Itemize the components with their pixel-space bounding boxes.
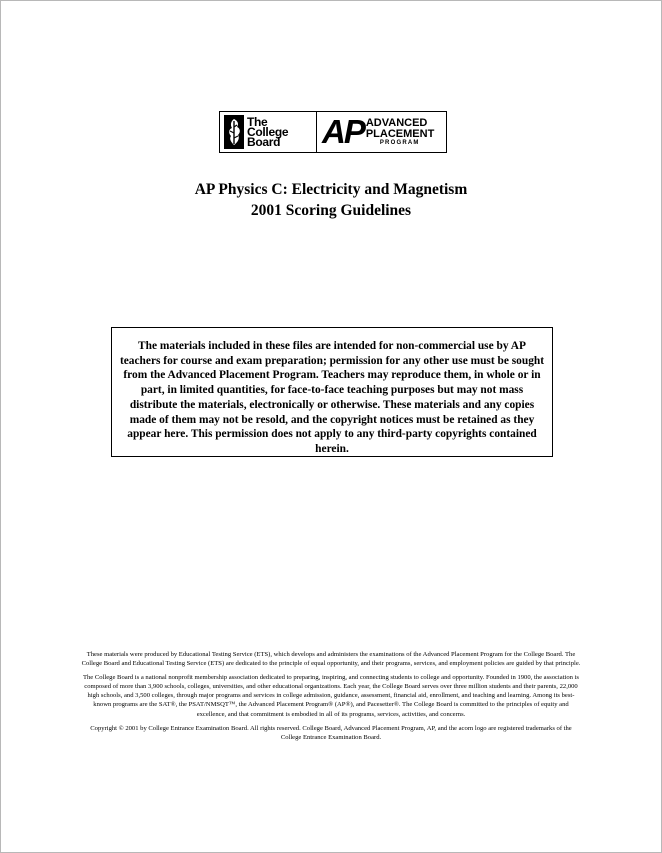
ap-word-program: PROGRAM	[379, 139, 420, 146]
college-board-line-1: The	[247, 115, 268, 129]
footer-text	[81, 650, 581, 747]
footer-ets-paragraph: These materials were produced by Educational Testing Service (ETS), which develops and administers the examinations of the Advanced Placement Program for the College Board. The College Board and Educational Testing Service (ETS) are dedicated to the principle of equal opportunity, and their programs, services, and employment policies are guided by that principle.	[81, 651, 581, 668]
acorn-icon	[224, 115, 244, 149]
footer-college-board-paragraph: The College Board is a national nonprofit membership association dedicated to preparing, inspiring, and connecting students to college and opportunity. Founded in 1900, the association is composed of more than 3,900 schools, colleges, universities, and other educational organizations. Each year, the College Board serves over three million students and their parents, 22,000 high schools, and 3,500 colleges, through major programs and services in college admission, guidance, assessment, financial aid, enrollment, and teaching and learning. Among its best-known programs are the SAT®, the PSAT/NMSQT™, the Advanced Placement Program® (AP®), and Pacesetter®. The College Board is committed to the principles of equity and excellence, and that commitment is embodied in all of its programs, services, activities, and concerns.	[82, 674, 579, 718]
document-title	[1, 179, 661, 221]
college-board-logo	[220, 115, 316, 149]
ap-letters: AP	[322, 113, 364, 150]
usage-notice-box: The materials included in these files are intended for non-commercial use by AP teachers for course and exam preparation; permission for any other use must be sought from the Advanced Placement Program. Teachers may reproduce them, in whole or in part, in limited quantities, for face-to-face teaching purposes but may not mass distribute the materials, electronically or otherwise. These materials and any copies made of them may not be resold, and the copyright notices must be retained as they appear here. This permission does not apply to any third-party copyrights contained herein.	[111, 327, 553, 457]
ap-word-advanced: ADVANCED	[365, 116, 428, 129]
header-logo	[219, 111, 447, 153]
ap-wordmark	[366, 118, 434, 147]
footer-copyright-paragraph: Copyright © 2001 by College Entrance Examination Board. All rights reserved. College Board, Advanced Placement Program, AP, and the acorn logo are registered trademarks of the College Entrance Examination Board.	[90, 724, 572, 741]
ap-word-placement: PLACEMENT	[365, 127, 435, 140]
title-line-1: AP Physics C: Electricity and Magnetism	[194, 181, 468, 198]
college-board-line-3: Board	[247, 135, 281, 149]
ap-program-logo	[317, 115, 434, 149]
college-board-wordmark	[247, 117, 288, 147]
title-line-2: 2001 Scoring Guidelines	[250, 202, 412, 219]
college-board-line-2: College	[247, 125, 289, 139]
